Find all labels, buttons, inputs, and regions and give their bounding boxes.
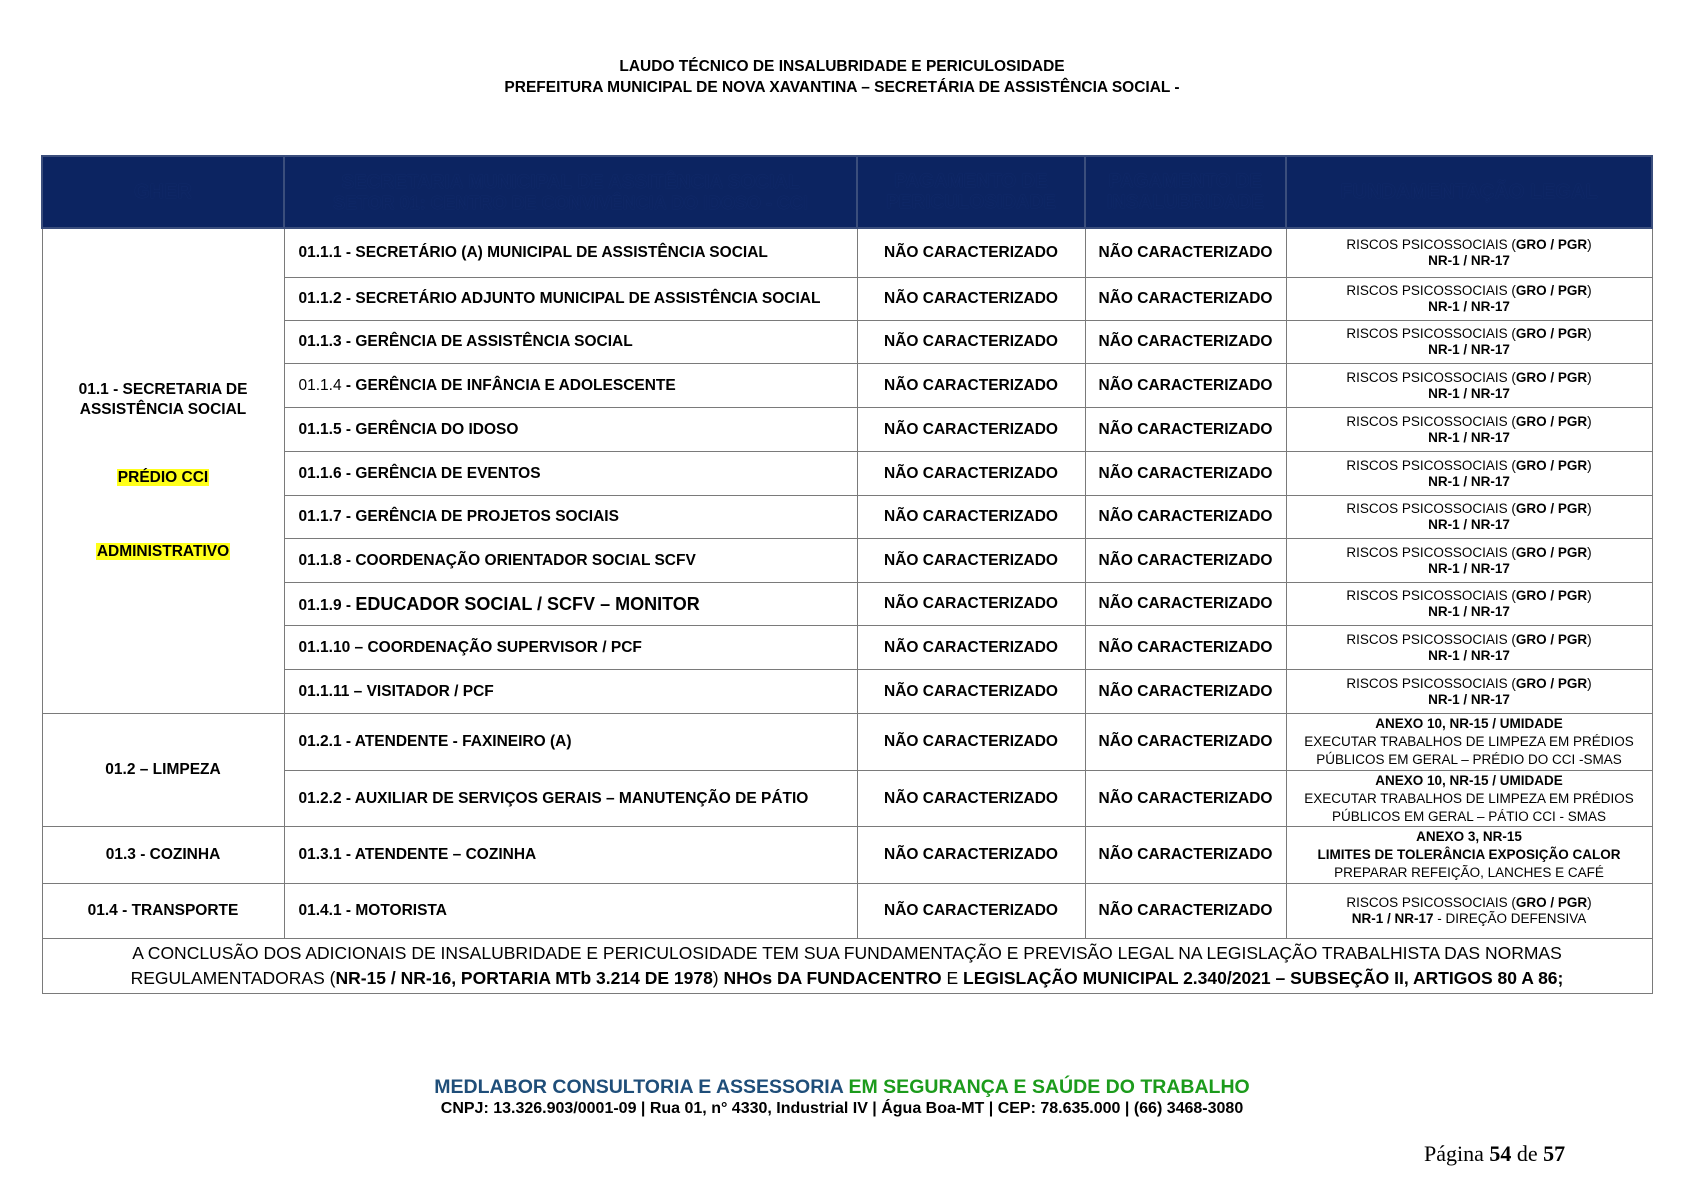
- fundamentacao-cell: ANEXO 10, NR-15 / UMIDADE EXECUTAR TRABALHOS DE LIMPEZA EM PRÉDIOS PÚBLICOS EM GERAL – PRÉDIO DO CCI -SMAS: [1286, 714, 1652, 771]
- cargo-cell: 01.1.5 - GERÊNCIA DO IDOSO: [284, 408, 857, 452]
- cargo-cell: 01.1.4 - GERÊNCIA DE INFÂNCIA E ADOLESCENTE: [284, 364, 857, 408]
- periculosidade-cell: NÃO CARACTERIZADO: [857, 278, 1085, 321]
- header-subtitle: PREFEITURA MUNICIPAL DE NOVA XAVANTINA – SECRETÁRIA DE ASSISTÊNCIA SOCIAL -: [504, 79, 1180, 96]
- insalubridade-cell: NÃO CARACTERIZADO: [1085, 408, 1286, 452]
- insalubridade-cell: NÃO CARACTERIZADO: [1085, 583, 1286, 626]
- fundamentacao-cell: RISCOS PSICOSSOCIAIS (GRO / PGR) NR-1 / NR-17: [1286, 278, 1652, 321]
- cargo-cell: 01.1.11 – VISITADOR / PCF: [284, 670, 857, 714]
- gher-group-transporte: 01.4 - TRANSPORTE: [42, 884, 284, 939]
- fundamentacao-cell: RISCOS PSICOSSOCIAIS (GRO / PGR) NR-1 / NR-17: [1286, 583, 1652, 626]
- cargo-cell: 01.1.8 - COORDENAÇÃO ORIENTADOR SOCIAL SCFV: [284, 539, 857, 583]
- periculosidade-cell: NÃO CARACTERIZADO: [857, 626, 1085, 670]
- insalubridade-cell: NÃO CARACTERIZADO: [1085, 827, 1286, 884]
- periculosidade-cell: NÃO CARACTERIZADO: [857, 583, 1085, 626]
- col-header-periculosidade: PAGAMENTO DE PERICULOSIDADE: [857, 156, 1085, 228]
- insalubridade-cell: NÃO CARACTERIZADO: [1085, 884, 1286, 939]
- table-row: [42, 626, 1652, 670]
- col-header-gher: GHER: [42, 156, 284, 228]
- footer-address: CNPJ: 13.326.903/0001-09 | Rua 01, n° 4330, Industrial IV | Água Boa-MT | CEP: 78.635.000 | (66) 3468-3080: [440, 1100, 1244, 1117]
- gher-group-secretaria: 01.1 - SECRETARIA DE ASSISTÊNCIA SOCIAL PRÉDIO CCI ADMINISTRATIVO: [42, 228, 284, 714]
- cargo-cell: 01.1.6 - GERÊNCIA DE EVENTOS: [284, 452, 857, 496]
- periculosidade-cell: NÃO CARACTERIZADO: [857, 539, 1085, 583]
- fundamentacao-cell: RISCOS PSICOSSOCIAIS (GRO / PGR) NR-1 / NR-17: [1286, 364, 1652, 408]
- periculosidade-cell: NÃO CARACTERIZADO: [857, 228, 1085, 278]
- col-header-insalubridade: PAGAMENTO DE INSALUBRIDADE: [1085, 156, 1286, 228]
- gher-table: [41, 155, 1653, 994]
- fundamentacao-cell: RISCOS PSICOSSOCIAIS (GRO / PGR) NR-1 / NR-17: [1286, 670, 1652, 714]
- periculosidade-cell: NÃO CARACTERIZADO: [857, 496, 1085, 539]
- col-header-secretaria: SECRETARIA MUNICIPAL DE ASSITÊNCIA SOCIAL SETOR 01: CENTRO DE CONVIVÊNCIA DO IDOSO - CCI: [284, 156, 857, 228]
- cargo-cell: 01.1.10 – COORDENAÇÃO SUPERVISOR / PCF: [284, 626, 857, 670]
- periculosidade-cell: NÃO CARACTERIZADO: [857, 321, 1085, 364]
- insalubridade-cell: NÃO CARACTERIZADO: [1085, 452, 1286, 496]
- insalubridade-cell: NÃO CARACTERIZADO: [1085, 228, 1286, 278]
- fundamentacao-cell: RISCOS PSICOSSOCIAIS (GRO / PGR) NR-1 / NR-17: [1286, 496, 1652, 539]
- table-row: [42, 364, 1652, 408]
- cargo-cell: 01.3.1 - ATENDENTE – COZINHA: [284, 827, 857, 884]
- page-number: Página 54 de 57: [1424, 1141, 1566, 1166]
- periculosidade-cell: NÃO CARACTERIZADO: [857, 771, 1085, 827]
- periculosidade-cell: NÃO CARACTERIZADO: [857, 408, 1085, 452]
- insalubridade-cell: NÃO CARACTERIZADO: [1085, 714, 1286, 771]
- periculosidade-cell: NÃO CARACTERIZADO: [857, 884, 1085, 939]
- footer-company: MEDLABOR CONSULTORIA E ASSESSORIA EM SEGURANÇA E SAÚDE DO TRABALHO: [434, 1076, 1250, 1098]
- insalubridade-cell: NÃO CARACTERIZADO: [1085, 771, 1286, 827]
- fundamentacao-cell: RISCOS PSICOSSOCIAIS (GRO / PGR) NR-1 / NR-17: [1286, 408, 1652, 452]
- cargo-cell: 01.1.7 - GERÊNCIA DE PROJETOS SOCIAIS: [284, 496, 857, 539]
- insalubridade-cell: NÃO CARACTERIZADO: [1085, 626, 1286, 670]
- header-title: LAUDO TÉCNICO DE INSALUBRIDADE E PERICULOSIDADE: [619, 58, 1065, 75]
- table-row: [42, 321, 1652, 364]
- fundamentacao-cell: RISCOS PSICOSSOCIAIS (GRO / PGR) NR-1 / NR-17 - DIREÇÃO DEFENSIVA: [1286, 884, 1652, 939]
- cargo-cell: 01.1.2 - SECRETÁRIO ADJUNTO MUNICIPAL DE ASSISTÊNCIA SOCIAL: [284, 278, 857, 321]
- table-row: [42, 884, 1652, 939]
- table-row: [42, 670, 1652, 714]
- table-row: [42, 228, 1652, 278]
- fundamentacao-cell: RISCOS PSICOSSOCIAIS (GRO / PGR) NR-1 / NR-17: [1286, 452, 1652, 496]
- cargo-cell: 01.1.9 - EDUCADOR SOCIAL / SCFV – MONITOR: [284, 583, 857, 626]
- table-row: [42, 496, 1652, 539]
- insalubridade-cell: NÃO CARACTERIZADO: [1085, 496, 1286, 539]
- cargo-cell: 01.1.3 - GERÊNCIA DE ASSISTÊNCIA SOCIAL: [284, 321, 857, 364]
- insalubridade-cell: NÃO CARACTERIZADO: [1085, 670, 1286, 714]
- table-row: [42, 771, 1652, 827]
- fundamentacao-cell: ANEXO 10, NR-15 / UMIDADE EXECUTAR TRABALHOS DE LIMPEZA EM PRÉDIOS PÚBLICOS EM GERAL – PÁTIO CCI - SMAS: [1286, 771, 1652, 827]
- conclusion-text: A CONCLUSÃO DOS ADICIONAIS DE INSALUBRIDADE E PERICULOSIDADE TEM SUA FUNDAMENTAÇÃO E PREVISÃO LEGAL NA LEGISLAÇÃO TRABALHISTA DAS NORMAS REGULAMENTADORAS (NR-15 / NR-16, PORTARIA MTb 3.214 DE 1978) NHOs DA FUNDACENTRO E LEGISLAÇÃO MUNICIPAL 2.340/2021 – SUBSEÇÃO II, ARTIGOS 80 A 86;: [42, 939, 1652, 994]
- gher-group-cozinha: 01.3 - COZINHA: [42, 827, 284, 884]
- document-header: [0, 56, 1684, 98]
- insalubridade-cell: NÃO CARACTERIZADO: [1085, 278, 1286, 321]
- highlight-administrativo: ADMINISTRATIVO: [96, 543, 230, 560]
- table-row: [42, 278, 1652, 321]
- table-row: [42, 714, 1652, 771]
- fundamentacao-cell: ANEXO 3, NR-15 LIMITES DE TOLERÂNCIA EXPOSIÇÃO CALOR PREPARAR REFEIÇÃO, LANCHES E CAFÉ: [1286, 827, 1652, 884]
- fundamentacao-cell: RISCOS PSICOSSOCIAIS (GRO / PGR) NR-1 / NR-17: [1286, 228, 1652, 278]
- fundamentacao-cell: RISCOS PSICOSSOCIAIS (GRO / PGR) NR-1 / NR-17: [1286, 626, 1652, 670]
- cargo-cell: 01.1.1 - SECRETÁRIO (A) MUNICIPAL DE ASSISTÊNCIA SOCIAL: [284, 228, 857, 278]
- periculosidade-cell: NÃO CARACTERIZADO: [857, 670, 1085, 714]
- table-row: [42, 452, 1652, 496]
- cargo-cell: 01.4.1 - MOTORISTA: [284, 884, 857, 939]
- insalubridade-cell: NÃO CARACTERIZADO: [1085, 539, 1286, 583]
- conclusion-row: [42, 939, 1652, 994]
- cargo-cell: 01.2.2 - AUXILIAR DE SERVIÇOS GERAIS – MANUTENÇÃO DE PÁTIO: [284, 771, 857, 827]
- table-row: [42, 827, 1652, 884]
- periculosidade-cell: NÃO CARACTERIZADO: [857, 827, 1085, 884]
- periculosidade-cell: NÃO CARACTERIZADO: [857, 364, 1085, 408]
- highlight-predio-cci: PRÉDIO CCI: [117, 469, 209, 486]
- table-row: [42, 583, 1652, 626]
- fundamentacao-cell: RISCOS PSICOSSOCIAIS (GRO / PGR) NR-1 / NR-17: [1286, 539, 1652, 583]
- cargo-cell: 01.2.1 - ATENDENTE - FAXINEIRO (A): [284, 714, 857, 771]
- table-row: [42, 408, 1652, 452]
- col-header-fundamentacao: FUNDAMENTAÇÃO LEGAL: [1286, 156, 1652, 228]
- table-row: [42, 539, 1652, 583]
- insalubridade-cell: NÃO CARACTERIZADO: [1085, 364, 1286, 408]
- periculosidade-cell: NÃO CARACTERIZADO: [857, 714, 1085, 771]
- insalubridade-cell: NÃO CARACTERIZADO: [1085, 321, 1286, 364]
- periculosidade-cell: NÃO CARACTERIZADO: [857, 452, 1085, 496]
- gher-group-limpeza: 01.2 – LIMPEZA: [42, 714, 284, 827]
- fundamentacao-cell: RISCOS PSICOSSOCIAIS (GRO / PGR) NR-1 / NR-17: [1286, 321, 1652, 364]
